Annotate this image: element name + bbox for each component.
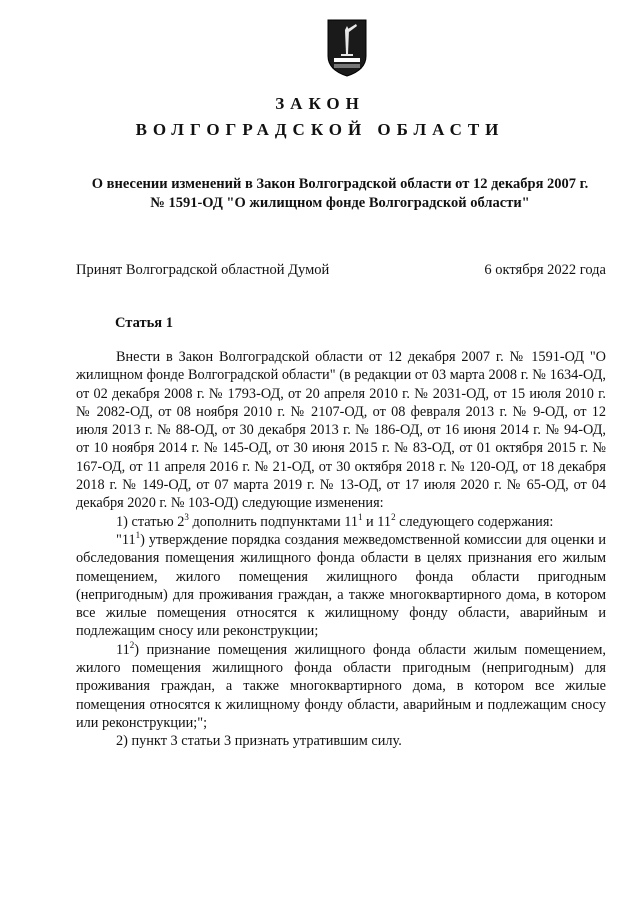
item-1-text: следующего содержания: (395, 513, 554, 530)
superscript: 1 (135, 529, 141, 540)
item-1-text: дополнить подпунктами 11 (188, 513, 358, 530)
region-heading: ВОЛГОГРАДСКОЙ ОБЛАСТИ (135, 120, 505, 139)
superscript: 1 (357, 511, 363, 522)
adopted-by: Принят Волгоградской областной Думой (76, 262, 330, 278)
law-heading: ЗАКОН (275, 94, 365, 113)
item-1-paragraph (76, 513, 606, 531)
adoption-date: 6 октября 2022 года (484, 262, 606, 278)
law-subject (70, 175, 610, 213)
item-1-text: и 11 (362, 513, 392, 530)
subject-line-2: № 1591-ОД "О жилищном фонде Волгоградской области" (150, 195, 530, 211)
subpoint-11-1-paragraph (76, 531, 606, 641)
superscript: 3 (184, 511, 189, 522)
article-intro-paragraph: Внести в Закон Волгоградской области от 12 декабря 2007 г. № 1591-ОД "О жилищном фонде Волгоградской области" (в редакции от 03 марта 2008 г. № 1634-ОД, от 02 декабря 2008 г. № 1793-ОД, от 20 апреля 2010 г. № 2031-ОД, от 15 июля 2010 г. № 2082-ОД, от 08 ноября 2010 г. № 2107-ОД, от 08 февраля 2013 г. № 9-ОД, от 12 июля 2013 г. № 88-ОД, от 30 декабря 2013 г. № 186-ОД, от 16 июня 2014 г. № 94-ОД, от 10 ноября 2014 г. № 145-ОД, от 30 июня 2015 г. № 83-ОД, от 01 октября 2015 г. № 167-ОД, от 11 апреля 2016 г. № 21-ОД, от 30 октября 2018 г. № 120-ОД, от 18 декабря 2018 г. № 149-ОД, от 07 марта 2019 г. № 13-ОД, от 17 июля 2020 г. № 65-ОД, от 04 декабря 2020 г. № 103-ОД) следующие изменения: (76, 349, 606, 512)
item-2-paragraph: 2) пункт 3 статьи 3 признать утратившим силу. (116, 733, 402, 750)
subpoint-label: "11 (116, 531, 136, 548)
subpoint-text: ) утверждение порядка создания межведомственной комиссии для оценки и обследования помещения жилищного фонда области в целях признания его жилым помещением, жилого помещения жилищного фонда области пригодным (непригодным) для проживания граждан, а также многоквартирного дома, в котором все жилые помещения относятся к жилищному фонду области, аварийным и подлежащим сносу или реконструкции; (76, 531, 606, 640)
subpoint-label: 11 (116, 641, 130, 658)
subject-line-1: О внесении изменений в Закон Волгоградской области от 12 декабря 2007 г. (91, 176, 589, 192)
subpoint-text: ) признание помещения жилищного фонда области жилым помещением, жилого помещения жилищного фонда области пригодным (непригодным) для проживания граждан, а также многоквартирного дома, в котором все жилые помещения относятся к жилищному фонду области, аварийным и подлежащим сносу или реконструкции;"; (76, 641, 606, 731)
item-1-text: 1) статью 2 (116, 513, 185, 530)
adoption-line (76, 262, 606, 279)
article-body (76, 348, 606, 751)
superscript: 2 (129, 639, 135, 650)
volgograd-coat-of-arms-icon (326, 18, 368, 78)
subpoint-11-2-paragraph (76, 641, 606, 732)
superscript: 2 (391, 511, 396, 522)
article-title: Статья 1 (115, 315, 173, 331)
